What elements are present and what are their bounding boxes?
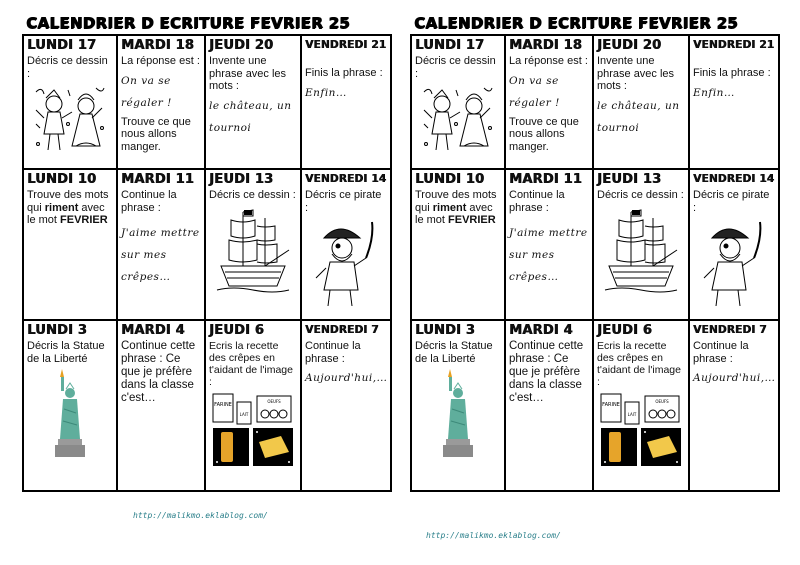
cell-instruction-2: Trouve ce que nous allons manger. xyxy=(121,115,191,153)
footer-url-left: http://malikmo.eklablog.com/ xyxy=(133,511,268,520)
cell-script-phrase: Enfin… xyxy=(305,86,347,99)
cell-jeudi-6 xyxy=(205,320,301,491)
cell-instruction: Invente une phrase avec les mots : xyxy=(597,55,675,92)
day-heading: LUNDI 3 xyxy=(27,323,87,338)
cell-lundi-3 xyxy=(411,320,505,491)
cell-instruction: Continue la phrase : xyxy=(693,340,749,365)
cell-vendredi-14 xyxy=(301,169,391,320)
cell-script-phrase: On va se régaler ! xyxy=(121,74,172,109)
carnival-children-drawing xyxy=(420,84,496,156)
day-heading: VENDREDI 7 xyxy=(305,324,379,336)
cell-instruction: Décris la Statue de la Liberté xyxy=(27,340,105,365)
day-heading: VENDREDI 21 xyxy=(305,39,387,51)
day-heading: JEUDI 6 xyxy=(597,323,652,338)
day-heading: JEUDI 20 xyxy=(209,38,274,53)
crepe-ingredients-picture xyxy=(211,392,295,468)
day-heading: MARDI 4 xyxy=(509,323,573,338)
cell-lundi-10 xyxy=(411,169,505,320)
cell-instruction: Décris ce dessin : xyxy=(415,55,496,80)
crepe-ingredients-picture xyxy=(599,392,683,468)
cell-instruction: Continue la phrase : xyxy=(121,189,177,214)
pirate-ship-drawing xyxy=(601,206,681,294)
day-heading: JEUDI 13 xyxy=(209,172,274,187)
cell-mardi-4 xyxy=(117,320,205,491)
cell-instruction: Décris ce dessin : xyxy=(209,189,296,201)
calendar-grid xyxy=(22,34,392,492)
cell-instruction-2: Trouve ce que nous allons manger. xyxy=(509,115,579,153)
day-heading: JEUDI 6 xyxy=(209,323,264,338)
cell-script-phrase: le château, un tournoi xyxy=(597,99,680,134)
day-heading: MARDI 11 xyxy=(509,172,582,187)
cell-jeudi-13 xyxy=(593,169,689,320)
cell-instruction: Ecris la recette des crêpes en t'aidant de l'image : xyxy=(597,340,681,388)
calendar-grid xyxy=(410,34,780,492)
cell-jeudi-6 xyxy=(593,320,689,491)
day-heading: LUNDI 10 xyxy=(415,172,485,187)
pirate-drawing xyxy=(698,218,770,308)
cell-script-phrase: On va se régaler ! xyxy=(509,74,560,109)
cell-vendredi-14 xyxy=(689,169,779,320)
cell-vendredi-7 xyxy=(689,320,779,491)
day-heading: LUNDI 17 xyxy=(27,38,97,53)
cell-mardi-18 xyxy=(505,35,593,169)
flour-label: FARINE xyxy=(214,402,232,408)
cell-instruction: Décris la Statue de la Liberté xyxy=(415,340,493,365)
cell-instruction: Continue la phrase : xyxy=(509,189,565,214)
cell-vendredi-21 xyxy=(689,35,779,169)
calendar-title: CALENDRIER D ECRITURE FEVRIER 25 xyxy=(26,14,350,32)
cell-instruction: Continue cette phrase : Ce que je préfère dans la classe c'est… xyxy=(509,340,584,404)
cell-mardi-4 xyxy=(505,320,593,491)
cell-instruction: Ecris la recette des crêpes en t'aidant de l'image : xyxy=(209,340,293,388)
cell-instruction: La réponse est : xyxy=(121,55,200,67)
day-heading: VENDREDI 21 xyxy=(693,39,775,51)
cell-mardi-18 xyxy=(117,35,205,169)
cell-mardi-11 xyxy=(505,169,593,320)
cell-instruction: Continue la phrase : xyxy=(305,340,361,365)
footer-url-right: http://malikmo.eklablog.com/ xyxy=(426,531,561,540)
cell-lundi-17 xyxy=(411,35,505,169)
day-heading: LUNDI 10 xyxy=(27,172,97,187)
milk-label: LAIT xyxy=(239,412,249,417)
day-heading: VENDREDI 14 xyxy=(305,173,387,185)
cell-script-phrase: Enfin… xyxy=(693,86,735,99)
cell-script-phrase: J'aime mettre sur mes crêpes… xyxy=(509,227,588,283)
statue-of-liberty-picture xyxy=(50,369,90,457)
cell-jeudi-20 xyxy=(205,35,301,169)
cell-instruction: Continue cette phrase : Ce que je préfère dans la classe c'est… xyxy=(121,340,196,404)
day-heading: LUNDI 17 xyxy=(415,38,485,53)
milk-label: LAIT xyxy=(627,412,637,417)
cell-lundi-10 xyxy=(23,169,117,320)
cell-instruction: Finis la phrase : xyxy=(693,67,771,79)
day-heading: MARDI 11 xyxy=(121,172,194,187)
day-heading: VENDREDI 14 xyxy=(693,173,775,185)
day-heading: MARDI 18 xyxy=(509,38,582,53)
statue-of-liberty-picture xyxy=(438,369,478,457)
calendar-panel-left xyxy=(22,14,388,492)
cell-instruction: Décris ce pirate : xyxy=(693,189,770,214)
cell-instruction: Finis la phrase : xyxy=(305,67,383,79)
day-heading: JEUDI 20 xyxy=(597,38,662,53)
calendar-panel-right xyxy=(410,14,776,492)
cell-jeudi-13 xyxy=(205,169,301,320)
cell-script-phrase: J'aime mettre sur mes crêpes… xyxy=(121,227,200,283)
cell-instruction: Décris ce pirate : xyxy=(305,189,382,214)
day-heading: JEUDI 13 xyxy=(597,172,662,187)
flour-label: FARINE xyxy=(602,402,620,408)
calendar-title: CALENDRIER D ECRITURE FEVRIER 25 xyxy=(414,14,738,32)
eggs-label: OEUFS xyxy=(267,399,281,404)
cell-vendredi-21 xyxy=(301,35,391,169)
cell-script-phrase: Aujourd'hui,… xyxy=(693,372,776,384)
day-heading: VENDREDI 7 xyxy=(693,324,767,336)
cell-mardi-11 xyxy=(117,169,205,320)
pirate-drawing xyxy=(310,218,382,308)
cell-script-phrase: Aujourd'hui,… xyxy=(305,372,388,384)
carnival-children-drawing xyxy=(32,84,108,156)
day-heading: MARDI 18 xyxy=(121,38,194,53)
pirate-ship-drawing xyxy=(213,206,293,294)
cell-instruction: La réponse est : xyxy=(509,55,588,67)
eggs-label: OEUFS xyxy=(655,399,669,404)
cell-lundi-17 xyxy=(23,35,117,169)
cell-vendredi-7 xyxy=(301,320,391,491)
day-heading: MARDI 4 xyxy=(121,323,185,338)
cell-jeudi-20 xyxy=(593,35,689,169)
cell-instruction: Décris ce dessin : xyxy=(27,55,108,80)
cell-script-phrase: le château, un tournoi xyxy=(209,99,292,134)
cell-lundi-3 xyxy=(23,320,117,491)
cell-instruction: Trouve des mots qui riment avec le mot FEVRIER xyxy=(27,189,109,226)
cell-instruction: Décris ce dessin : xyxy=(597,189,684,201)
cell-instruction: Invente une phrase avec les mots : xyxy=(209,55,287,92)
day-heading: LUNDI 3 xyxy=(415,323,475,338)
cell-instruction: Trouve des mots qui riment avec le mot FEVRIER xyxy=(415,189,497,226)
